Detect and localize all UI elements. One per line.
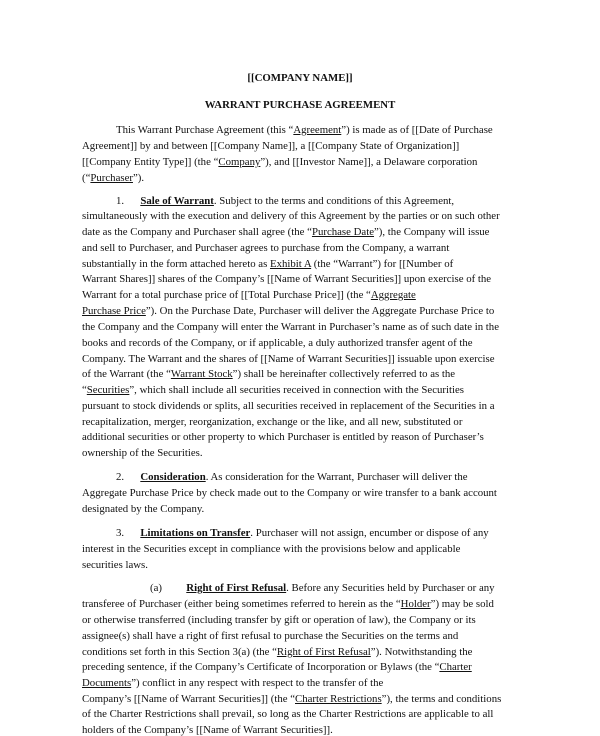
defined-term: Company xyxy=(218,156,261,168)
text-segment: holders of the Company’s [[Name of Warrant Securities]]. xyxy=(82,724,333,736)
defined-term: Limitations on Transfer xyxy=(140,527,251,539)
text-line xyxy=(82,306,494,317)
text-segment: “ xyxy=(82,384,87,396)
text-segment: securities laws. xyxy=(82,559,148,571)
text-segment: ”), the Company will issue xyxy=(374,226,490,238)
text-line xyxy=(82,504,204,515)
text-segment xyxy=(124,471,140,483)
defined-term: Holder xyxy=(400,598,431,610)
defined-term: Right of First Refusal xyxy=(276,646,371,658)
text-line xyxy=(82,709,493,720)
text-line xyxy=(82,615,476,626)
text-line xyxy=(82,211,500,222)
defined-term: Right of First Refusal xyxy=(186,582,287,594)
text-line xyxy=(82,322,499,333)
defined-term: Agreement xyxy=(293,124,342,136)
text-line xyxy=(82,290,416,301)
text-line xyxy=(116,125,493,136)
text-segment: recapitalization, merger, reorganization, exchange or the like, and all new, substituted or xyxy=(82,416,463,428)
text-segment: Agreement]] by and between [[Company Name]], a [[Company State of Organization]] xyxy=(82,140,460,152)
text-segment: and sell to Purchaser, and Purchaser agrees to purchase from the Company, a warrant xyxy=(82,242,450,254)
text-segment: of the Charter Restrictions shall prevail, so long as the Charter Restrictions are applicable to all xyxy=(82,708,494,720)
defined-term: Consideration xyxy=(140,471,206,483)
defined-term: Exhibit A xyxy=(270,258,312,270)
text-segment: assignee(s) shall have a right of first refusal to purchase the Securities on the terms and xyxy=(82,630,459,642)
text-line xyxy=(82,243,449,254)
text-segment: (a) xyxy=(150,582,162,594)
text-segment: ”) is made as of [[Date of Purchase xyxy=(341,124,493,136)
text-line xyxy=(82,227,489,238)
text-segment: Company’s [[Name of Warrant Securities]] (the “ xyxy=(82,693,295,705)
text-segment: or otherwise transferred (including transfer by gift or operation of law), the Company or its xyxy=(82,614,476,626)
defined-term: Charter xyxy=(439,661,472,673)
text-segment: transferee of Purchaser (either being sometimes referred to herein as the “ xyxy=(82,598,401,610)
company-name-heading: [[COMPANY NAME]] xyxy=(247,72,353,84)
text-segment: date as the Company and Purchaser shall agree (the “ xyxy=(82,226,312,238)
text-line xyxy=(82,560,148,571)
text-segment: interest in the Securities except in compliance with the provisions below and applicable xyxy=(82,543,461,555)
text-segment: Warrant for a total purchase price of [[Total Purchase Price]] (the “ xyxy=(82,289,371,301)
text-segment: ”). xyxy=(132,172,145,184)
text-line xyxy=(82,631,458,642)
text-segment xyxy=(124,195,140,207)
text-segment: This Warrant Purchase Agreement (this “ xyxy=(116,124,294,136)
text-line xyxy=(82,401,495,412)
text-line xyxy=(82,173,144,184)
text-segment: ”). On the Purchase Date, Purchaser will deliver the Aggregate Purchase Price to xyxy=(145,305,495,317)
text-segment: (the “Warrant”) for [[Number of xyxy=(311,258,454,270)
text-line xyxy=(82,259,453,270)
text-segment xyxy=(124,527,140,539)
text-line xyxy=(82,694,501,705)
text-segment: Company. The Warrant and the shares of [[Name of Warrant Securities]] issuable upon exercise xyxy=(82,353,495,365)
text-segment: simultaneously with the execution and delivery of this Agreement by the parties or on such other xyxy=(82,210,500,222)
text-segment: ”), and [[Investor Name]], a Delaware corporation xyxy=(260,156,478,168)
text-segment: (“ xyxy=(82,172,91,184)
text-segment: preceding sentence, if the Company’s Certificate of Incorporation or Bylaws (the “ xyxy=(82,661,440,673)
text-line xyxy=(82,488,497,499)
text-line xyxy=(82,647,472,658)
text-line xyxy=(82,338,473,349)
text-line xyxy=(82,417,462,428)
defined-term: Charter Restrictions xyxy=(295,693,382,705)
text-line xyxy=(82,725,333,736)
defined-term: Sale of Warrant xyxy=(140,195,214,207)
defined-term: Purchase Price xyxy=(82,305,146,317)
text-line xyxy=(116,472,468,483)
text-line xyxy=(116,528,489,539)
text-segment: additional securities or other property to which Purchaser is entitled by reason of Purchaser’s xyxy=(82,431,484,443)
text-line xyxy=(82,369,455,380)
text-line xyxy=(82,599,494,610)
text-segment: conditions set forth in this Section 3(a) (the “ xyxy=(82,646,277,658)
defined-term: Purchase Date xyxy=(311,226,375,238)
text-line xyxy=(82,354,495,365)
text-segment: substantially in the form attached hereto as xyxy=(82,258,270,270)
text-segment: . Purchaser will not assign, encumber or dispose of any xyxy=(250,527,489,539)
text-segment: designated by the Company. xyxy=(82,503,205,515)
text-segment: . Subject to the terms and conditions of this Agreement, xyxy=(213,195,455,207)
text-segment: 1. xyxy=(116,195,125,207)
text-line xyxy=(82,432,484,443)
text-segment: . As consideration for the Warrant, Purchaser will deliver the xyxy=(205,471,468,483)
text-segment: . Before any Securities held by Purchaser or any xyxy=(286,582,495,594)
text-segment: ownership of the Securities. xyxy=(82,447,203,459)
text-line xyxy=(150,583,495,594)
text-segment: 3. xyxy=(116,527,125,539)
text-segment: the Company and the Company will enter the Warrant in Purchaser’s name as of such date in the xyxy=(82,321,499,333)
text-segment: ”), the terms and conditions xyxy=(381,693,502,705)
text-segment: books and records of the Company, or if applicable, a duly authorized transfer agent of the xyxy=(82,337,473,349)
text-segment xyxy=(162,582,186,594)
text-segment: ”) may be sold xyxy=(430,598,494,610)
text-segment: Aggregate Purchase Price by check made out to the Company or wire transfer to a bank account xyxy=(82,487,497,499)
text-segment: 2. xyxy=(116,471,125,483)
text-line xyxy=(82,544,460,555)
text-line xyxy=(82,448,203,459)
text-segment: ”, which shall include all securities received in connection with the Securities xyxy=(129,384,464,396)
text-segment: pursuant to stock dividends or splits, all securities received in replacement of the Securities in a xyxy=(82,400,495,412)
defined-term: Securities xyxy=(86,384,130,396)
defined-term: Aggregate xyxy=(370,289,416,301)
text-line xyxy=(82,662,472,673)
text-line xyxy=(82,274,491,285)
text-segment: [[Company Entity Type]] (the “ xyxy=(82,156,219,168)
defined-term: Purchaser xyxy=(90,172,133,184)
text-line xyxy=(82,141,459,152)
text-segment: ”). Notwithstanding the xyxy=(370,646,473,658)
defined-term: Warrant Stock xyxy=(170,368,233,380)
defined-term: Documents xyxy=(82,677,132,689)
agreement-title: WARRANT PURCHASE AGREEMENT xyxy=(204,99,396,111)
text-segment: Warrant Shares]] shares of the Company’s [[Name of Warrant Securities]] upon exercise of the xyxy=(82,273,492,285)
text-line xyxy=(82,678,383,689)
text-segment: ”) shall be hereinafter collectively referred to as the xyxy=(232,368,456,380)
text-segment: ”) conflict in any respect with respect to the transfer of the xyxy=(131,677,384,689)
text-segment: of the Warrant (the “ xyxy=(82,368,171,380)
text-line xyxy=(116,196,454,207)
text-line xyxy=(82,385,464,396)
text-line xyxy=(82,157,477,168)
